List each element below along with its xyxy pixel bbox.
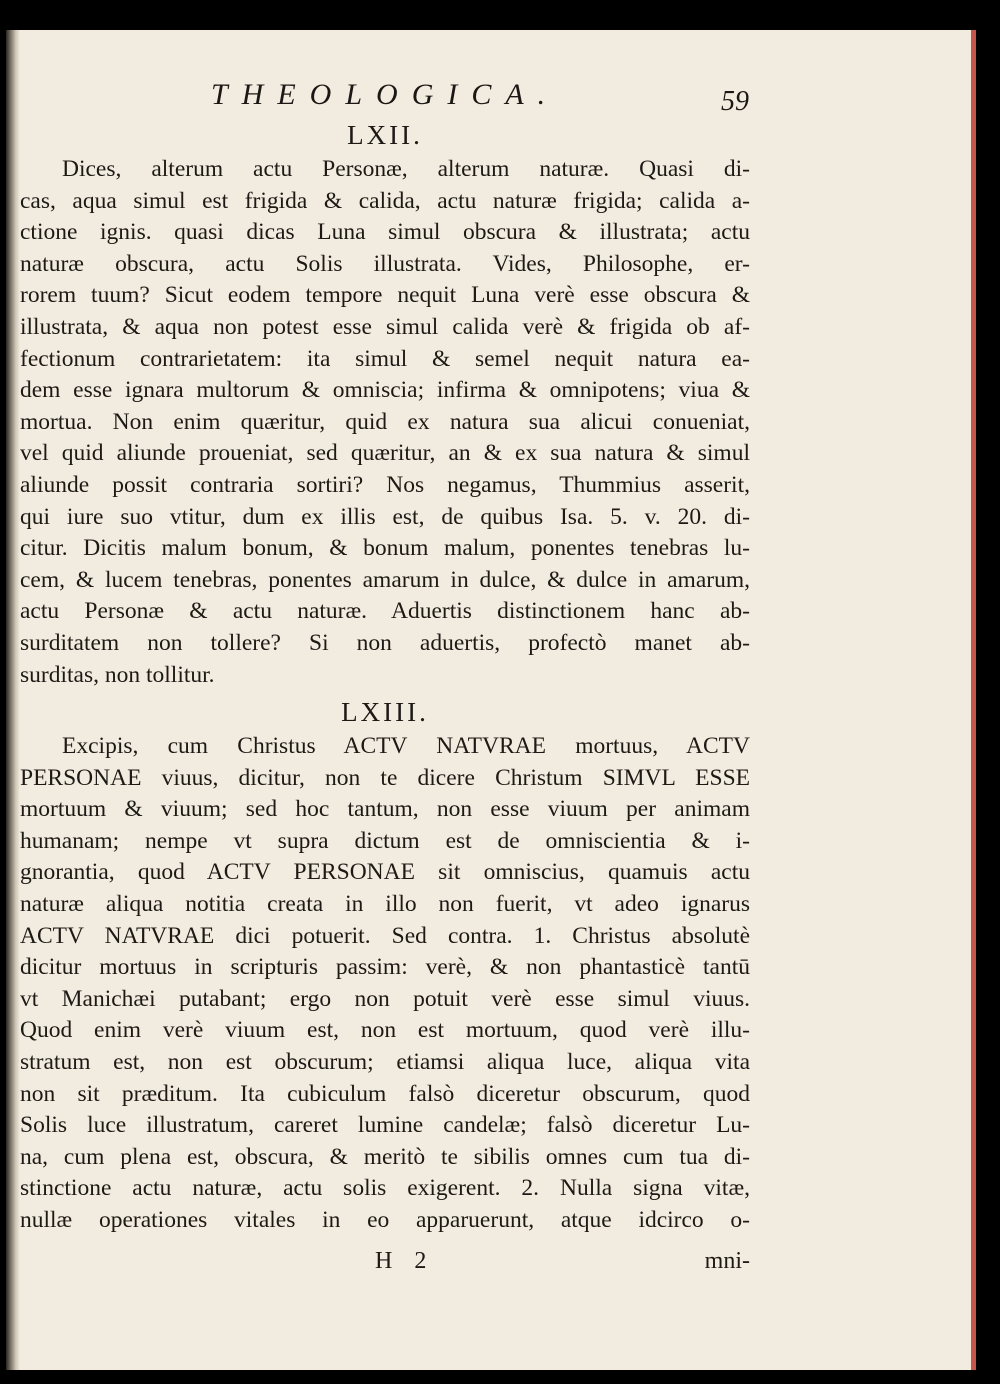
text-line: ctione ignis. quasi dicas Luna simul obscura & illustrata; actu xyxy=(20,219,750,246)
text-line: Excipis, cum Christus ACTV NATVRAE mortuus, ACTV xyxy=(62,733,750,760)
page-body xyxy=(20,118,750,1237)
text-line: dem esse ignara multorum & omniscia; infirma & omnipotens; viua & xyxy=(20,377,750,404)
text-line: stratum est, non est obscurum; etiamsi aliqua luce, aliqua vita xyxy=(20,1049,750,1076)
text-line: naturæ obscura, actu Solis illustrata. Vides, Philosophe, er- xyxy=(20,250,750,277)
text-line: dicitur mortuus in scripturis passim: verè, & non phantasticè tantū xyxy=(20,954,750,981)
page-header xyxy=(6,78,971,118)
text-line: na, cum plena est, obscura, & meritò te sibilis omnes cum tua di- xyxy=(20,1143,750,1170)
text-line: mortua. Non enim quæritur, quid ex natura sua alicui conueniat, xyxy=(20,408,750,435)
text-line: Quod enim verè viuum est, non est mortuum, quod verè illu- xyxy=(20,1017,750,1044)
text-line: vt Manichæi putabant; ergo non potuit verè esse simul viuus. xyxy=(20,985,750,1012)
sections-container xyxy=(20,118,750,1237)
text-line: ACTV NATVRAE dici potuerit. Sed contra. 1. Christus absolutè xyxy=(20,922,750,949)
page-footer xyxy=(20,1248,750,1280)
text-line: qui iure suo vtitur, dum ex illis est, de quibus Isa. 5. v. 20. di- xyxy=(20,503,750,530)
text-line: naturæ aliqua notitia creata in illo non fuerit, vt adeo ignarus xyxy=(20,891,750,918)
text-line: stinctione actu naturæ, actu solis exigerent. 2. Nulla signa vitæ, xyxy=(20,1175,750,1202)
signature-mark: H 2 xyxy=(375,1248,435,1274)
text-line: aliunde possit contraria sortiri? Nos negamus, Thummius asserit, xyxy=(20,471,750,498)
catchword: mni- xyxy=(704,1248,750,1274)
text-line: citur. Dicitis malum bonum, & bonum malum, ponentes tenebras lu- xyxy=(20,535,750,562)
text-line: rorem tuum? Sicut eodem tempore nequit Luna verè esse obscura & xyxy=(20,282,750,309)
running-head: THEOLOGICA. xyxy=(211,78,560,111)
section-numeral: LXII. xyxy=(347,120,423,150)
text-line: illustrata, & aqua non potest esse simul calida verè & frigida ob af- xyxy=(20,313,750,340)
text-line: humanam; nempe vt supra dictum est de omniscientia & i- xyxy=(20,827,750,854)
text-line: Solis luce illustratum, careret lumine candelæ; falsò diceretur Lu- xyxy=(20,1112,750,1139)
text-line: surditatem non tollere? Si non aduertis, profectò manet ab- xyxy=(20,629,750,656)
page-gutter-shadow xyxy=(6,30,20,1370)
text-line: PERSONAE viuus, dicitur, non te dicere Christum SIMVL ESSE xyxy=(20,764,750,791)
text-line: cem, & lucem tenebras, ponentes amarum in dulce, & dulce in amarum, xyxy=(20,566,750,593)
text-line: non sit præditum. Ita cubiculum falsò diceretur obscurum, quod xyxy=(20,1080,750,1107)
text-line: fectionum contrarietatem: ita simul & semel nequit natura ea- xyxy=(20,345,750,372)
text-line: nullæ operationes vitales in eo apparuerunt, atque idcirco o- xyxy=(20,1207,750,1233)
text-line: mortuum & viuum; sed hoc tantum, non esse viuum per animam xyxy=(20,796,750,823)
page-number: 59 xyxy=(721,86,749,117)
text-line: vel quid aliunde proueniat, sed quæritur, an & ex sua natura & simul xyxy=(20,440,750,467)
text-line: gnorantia, quod ACTV PERSONAE sit omniscius, quamuis actu xyxy=(20,859,750,886)
text-line: actu Personæ & actu naturæ. Aduertis distinctionem hanc ab- xyxy=(20,598,750,625)
text-line: Dices, alterum actu Personæ, alterum naturæ. Quasi di- xyxy=(62,156,750,182)
text-line: surditas, non tollitur. xyxy=(20,661,215,688)
section-numeral: LXIII. xyxy=(341,697,429,728)
book-page xyxy=(6,30,976,1370)
text-line: cas, aqua simul est frigida & calida, actu naturæ frigida; calida a- xyxy=(20,187,750,214)
